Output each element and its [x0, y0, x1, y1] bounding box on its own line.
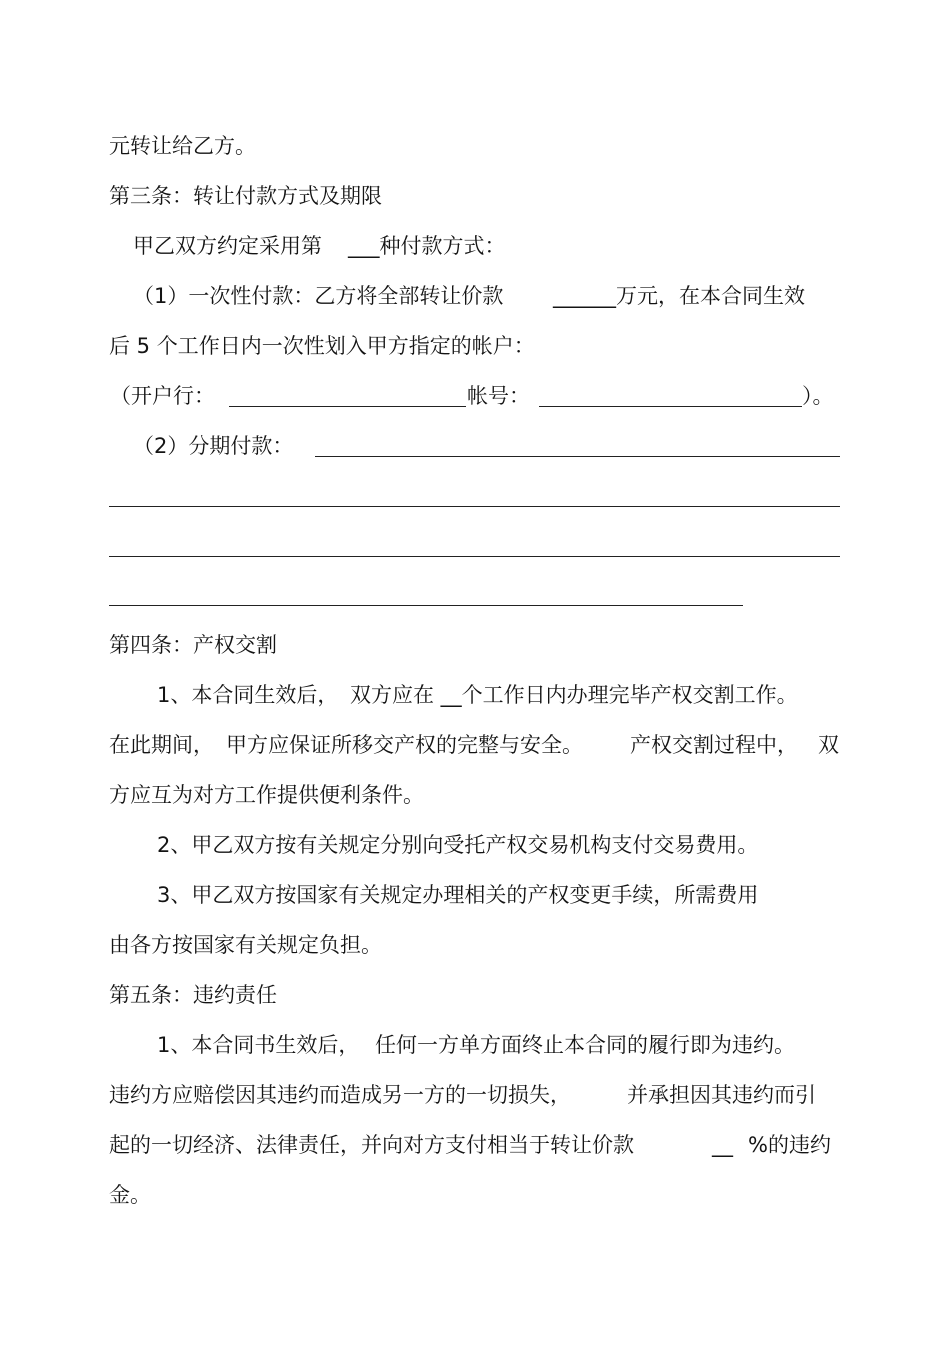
text-segment: 1、本合同生效后， — [157, 683, 339, 707]
installment-blank-line — [109, 556, 840, 557]
text-line: 由各方按国家有关规定负担。 — [109, 933, 382, 957]
text-segment: %的违约 — [748, 1133, 831, 1157]
installment-blank-line — [109, 605, 743, 606]
text-segment: 任何一方单方面终止本合同的履行即为违约。 — [375, 1033, 795, 1057]
text-segment: （1）一次性付款：乙方将全部转让价款 — [133, 284, 504, 308]
account-number-blank — [539, 406, 802, 407]
text-segment: ___种付款方式： — [348, 234, 506, 258]
text-line: 2、甲乙双方按有关规定分别向受托产权交易机构支付交易费用。 — [157, 833, 759, 857]
text-segment: 在此期间， — [109, 733, 214, 757]
text-segment: 甲方应保证所移交产权的完整与安全。 — [226, 733, 583, 757]
article-5-heading: 第五条：违约责任 — [109, 983, 277, 1007]
text-segment: 帐号： — [467, 384, 530, 408]
text-segment: ）。 — [802, 384, 834, 408]
text-line: 元转让给乙方。 — [109, 134, 256, 158]
article-4-heading: 第四条：产权交割 — [109, 633, 277, 657]
text-line: 金。 — [109, 1183, 151, 1207]
bank-name-blank — [229, 406, 466, 407]
text-segment: 双方应在 __个工作日内办理完毕产权交割工作。 — [350, 683, 798, 707]
text-line: 后 5 个工作日内一次性划入甲方指定的帐户： — [109, 334, 535, 358]
installment-blank-line — [109, 506, 840, 507]
text-line: 方应互为对方工作提供便利条件。 — [109, 783, 424, 807]
text-segment: 违约方应赔偿因其违约而造成另一方的一切损失， — [109, 1083, 571, 1107]
installment-blank-line — [315, 456, 840, 457]
text-line: 3、甲乙双方按国家有关规定办理相关的产权变更手续，所需费用 — [157, 883, 759, 907]
text-segment: 双 — [818, 733, 839, 757]
text-segment: 产权交割过程中， — [630, 733, 798, 757]
text-segment: ______万元，在本合同生效 — [553, 284, 805, 308]
text-segment: （2）分期付款： — [133, 434, 294, 458]
text-segment: 甲乙双方约定采用第 — [133, 234, 322, 258]
text-segment: 并承担因其违约而引 — [627, 1083, 816, 1107]
text-segment: （开户行： — [110, 384, 215, 408]
text-segment: 起的一切经济、法律责任，并向对方支付相当于转让价款 — [109, 1133, 634, 1157]
text-segment: __ — [712, 1133, 733, 1157]
article-3-heading: 第三条：转让付款方式及期限 — [109, 184, 382, 208]
text-segment: 1、本合同书生效后， — [157, 1033, 360, 1057]
